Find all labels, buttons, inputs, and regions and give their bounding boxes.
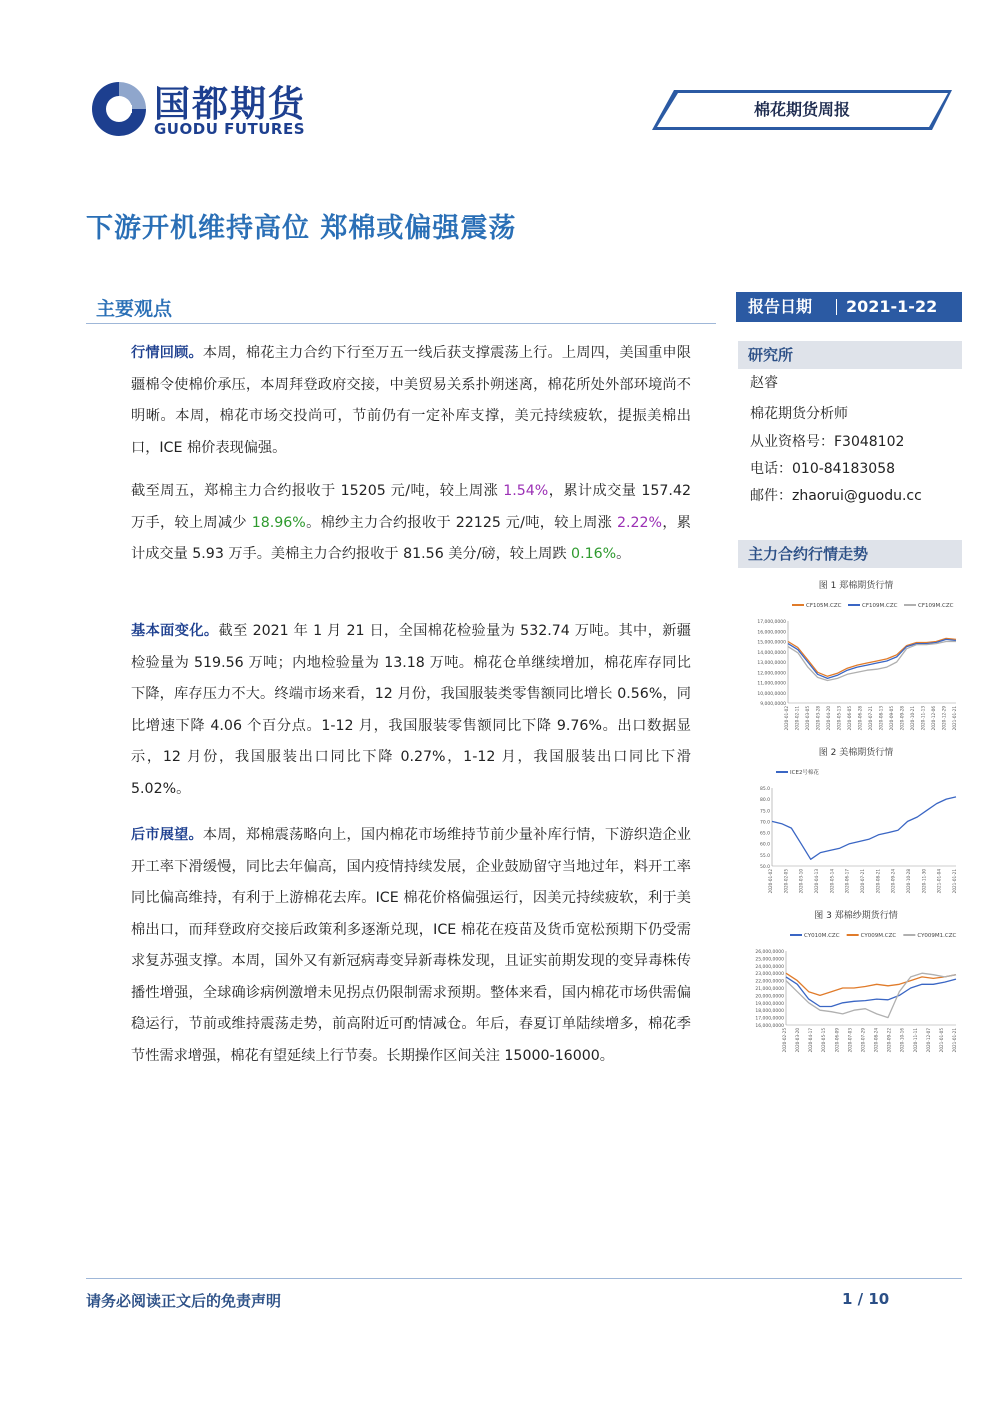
y-tick-label: 24,000,0000 <box>755 964 784 970</box>
x-tick-label: 2020-11-13 <box>920 706 926 731</box>
y-tick-label: 16,000,0000 <box>755 1024 784 1029</box>
x-tick-label: 2020-09-05 <box>889 706 894 731</box>
date-separator <box>836 299 837 315</box>
y-tick-label: 80.0 <box>759 798 770 804</box>
x-tick-label: 2020-06-05 <box>847 706 852 731</box>
paragraph-lead: 后市展望。 <box>131 827 203 843</box>
y-tick-label: 13,000,0000 <box>757 661 786 666</box>
y-tick-label: 9,000,0000 <box>760 702 786 707</box>
paragraph-text: 。棉纱主力合约报收于 22125 元/吨，较上周涨 <box>305 514 617 531</box>
paragraph-price-summary <box>131 476 691 571</box>
analyst-phone: 电话：010-84183058 <box>750 461 896 477</box>
paragraph-lead: 基本面变化。 <box>131 623 219 639</box>
x-tick-label: 2021-01-04 <box>936 869 942 894</box>
series-line <box>786 977 956 1007</box>
x-tick-label: 2020-11-11 <box>912 1028 918 1053</box>
x-tick-label: 2021-01-21 <box>952 706 957 731</box>
logo-mark-icon <box>88 78 150 140</box>
chart-title: 图 1 郑棉期货行情 <box>818 581 894 591</box>
y-tick-label: 15,000,0000 <box>757 640 786 646</box>
report-date-box <box>736 292 962 322</box>
x-tick-label: 2020-12-06 <box>931 706 936 731</box>
legend-label: CF109M.CZC <box>918 603 954 609</box>
x-tick-label: 2020-07-21 <box>868 706 873 731</box>
y-tick-label: 23,000,0000 <box>755 972 784 978</box>
pct-value: 1.54% <box>503 483 549 499</box>
x-tick-label: 2021-01-21 <box>952 869 957 894</box>
section-title: 主要观点 <box>96 298 173 320</box>
y-tick-label: 19,000,0000 <box>755 1001 784 1007</box>
y-tick-label: 55.0 <box>759 853 770 859</box>
institute-heading: 研究所 <box>738 341 962 369</box>
footer-divider <box>86 1278 962 1279</box>
legend-label: CY010M.CZC <box>804 933 840 939</box>
y-tick-label: 22,000,0000 <box>755 979 784 985</box>
chart-1-svg <box>750 591 962 731</box>
x-tick-label: 2020-05-13 <box>836 706 842 731</box>
company-logo <box>88 74 338 144</box>
x-tick-label: 2020-12-29 <box>941 706 947 731</box>
pct-value: 18.96% <box>251 514 306 531</box>
x-tick-label: 2020-03-20 <box>795 1028 801 1053</box>
report-date-label: 报告日期 <box>748 297 813 316</box>
x-tick-label: 2020-08-13 <box>878 706 884 731</box>
y-tick-label: 17,000,0000 <box>755 1016 784 1022</box>
paragraph-text: ，累计成交量 157.42 万手，较上周减少 <box>131 483 691 531</box>
paragraph-text: 截至周五，郑棉主力合约报收于 15205 元/吨，较上周涨 <box>131 483 504 499</box>
paragraph-text: ，累计成交量 5.93 万手。美棉主力合约报收于 81.56 美分/磅，较上周跌 <box>131 514 691 562</box>
legend-label: ICE2号棉花 <box>790 770 819 776</box>
x-tick-label: 2020-05-14 <box>829 869 835 894</box>
x-tick-label: 2020-02-25 <box>782 1028 787 1053</box>
y-tick-label: 75.0 <box>759 809 770 815</box>
chart-3 <box>750 908 962 1075</box>
pct-value: 2.22% <box>616 514 663 531</box>
disclaimer-link[interactable]: 请务必阅读正文后的免责声明 <box>86 1292 282 1310</box>
y-tick-label: 60.0 <box>759 842 770 848</box>
logo-english-text: GUODU FUTURES <box>154 120 306 138</box>
report-type-banner <box>652 90 952 130</box>
x-tick-label: 2020-11-30 <box>921 869 927 894</box>
paragraph-outlook <box>131 820 691 1072</box>
x-tick-label: 2020-01-02 <box>784 706 789 731</box>
x-tick-label: 2020-08-21 <box>875 869 881 894</box>
chart-3-svg <box>750 921 962 1071</box>
x-tick-label: 2020-06-28 <box>857 706 863 731</box>
x-tick-label: 2020-01-02 <box>768 869 773 894</box>
y-tick-label: 18,000,0000 <box>755 1009 784 1015</box>
y-tick-label: 26,000,0000 <box>755 950 784 955</box>
x-tick-label: 2020-08-24 <box>873 1028 879 1053</box>
chart-2 <box>750 745 962 902</box>
x-tick-label: 2020-05-15 <box>821 1028 827 1053</box>
analyst-email: 邮件：zhaorui@guodu.cc <box>750 488 922 504</box>
analyst-name: 赵睿 <box>750 375 778 391</box>
pct-value: 0.16% <box>571 546 617 562</box>
paragraph-lead: 行情回顾。 <box>131 345 203 361</box>
paragraph-text: 本周，棉花主力合约下行至万五一线后获支撑震荡上行。上周四，美国重申限疆棉令使棉价承压，本周拜登政府交接，中美贸易关系扑朔迷离，棉花所处外部环境尚不明晰。本周，棉花市场交投尚可，节前仍有一定补库支撑，美元持续疲软，提振美棉出口，ICE 棉价表现偏强。 <box>131 345 691 456</box>
y-tick-label: 25,000,0000 <box>755 957 784 963</box>
x-tick-label: 2020-06-09 <box>834 1028 840 1053</box>
chart-1 <box>750 578 962 735</box>
y-tick-label: 50.0 <box>759 865 770 870</box>
legend-label: CY009M.CZC <box>860 933 897 939</box>
x-tick-label: 2020-04-13 <box>814 869 819 894</box>
y-tick-label: 21,000,0000 <box>755 987 784 992</box>
y-tick-label: 20,000,0000 <box>755 994 784 1000</box>
trend-heading: 主力合约行情走势 <box>738 540 962 568</box>
x-tick-label: 2020-02-05 <box>783 869 789 894</box>
x-tick-label: 2020-12-07 <box>925 1028 931 1053</box>
y-tick-label: 65.0 <box>759 831 770 837</box>
legend-label: CF105M.CZC <box>806 603 842 609</box>
x-tick-label: 2020-10-16 <box>899 1028 905 1053</box>
x-tick-label: 2020-10-28 <box>906 869 911 894</box>
logo-chinese-text: 国都期货 <box>154 84 307 125</box>
x-tick-label: 2021-01-21 <box>952 1028 957 1053</box>
x-tick-label: 2020-07-29 <box>860 1028 866 1053</box>
y-tick-label: 85.0 <box>759 787 770 792</box>
x-tick-label: 2021-01-05 <box>938 1028 944 1053</box>
x-tick-label: 2020-09-22 <box>886 1028 892 1053</box>
paragraph-fundamentals <box>131 616 691 805</box>
analyst-title: 棉花期货分析师 <box>750 406 848 422</box>
x-tick-label: 2020-03-10 <box>798 869 804 894</box>
x-tick-label: 2020-07-03 <box>847 1028 853 1053</box>
series-line <box>786 973 956 1017</box>
page-title: 下游开机维持高位 郑棉或偏强震荡 <box>86 213 517 244</box>
report-date-value: 2021-1-22 <box>846 297 938 316</box>
paragraph-text: 。 <box>616 546 631 562</box>
paragraph-text: 截至 2021 年 1 月 21 日，全国棉花检验量为 532.74 万吨。其中，新疆检验量为 519.56 万吨；内地检验量为 13.18 万吨。棉花仓单继续增加，棉花库存同比下降，库存压力不大。终端市场来看，12 月份，我国服装类零售额同比增长 0.56%，同比增速下降 4.06 个百分点。1-12 月，我国服装零售额同比下降 9.76%。出口数据显示，12 月份，我国服装出口同比下降 0.27%，1-12 月，我国服装出口同比下滑 5.02%。 <box>131 623 691 797</box>
x-tick-label: 2020-04-20 <box>826 706 831 731</box>
y-tick-label: 10,000,0000 <box>757 691 786 697</box>
chart-title: 图 3 郑棉纱期货行情 <box>814 911 898 921</box>
series-line <box>772 797 956 859</box>
x-tick-label: 2020-07-21 <box>860 869 865 894</box>
x-tick-label: 2020-06-17 <box>844 869 850 894</box>
x-tick-label: 2020-10-21 <box>910 706 915 731</box>
analyst-license: 从业资格号：F3048102 <box>750 434 905 450</box>
chart-2-svg <box>750 758 962 898</box>
paragraph-text: 本周，郑棉震荡略向上，国内棉花市场维持节前少量补库行情，下游织造企业开工率下滑缓慢，同比去年偏高，国内疫情持续发展，企业鼓励留守当地过年，料开工率同比偏高维持，有利于上游棉花去库。ICE 棉花价格偏强运行，因美元持续疲软，利于美棉出口，而拜登政府交接后政策利多逐渐兑现，ICE 棉花在疫苗及货币宽松预期下仍受需求复苏强支撑。本周，国外又有新冠病毒变异新毒株发现，且证实前期发现的变异毒株传播性增强，全球确诊病例激增未见拐点仍限制需求预期。整体来看，国内棉花市场供需偏稳运行，节前或维持震荡走势，前高附近可酌情减仓。年后，春夏订单陆续增多，棉花季节性需求增强，棉花有望延续上行节奏。长期操作区间关注 15000-16000。 <box>131 827 691 1064</box>
report-type-label: 棉花期货周报 <box>753 100 850 119</box>
y-tick-label: 14,000,0000 <box>757 650 786 656</box>
x-tick-label: 2020-03-28 <box>815 706 821 731</box>
y-tick-label: 11,000,0000 <box>757 681 786 687</box>
y-tick-label: 17,000,0000 <box>757 620 786 625</box>
x-tick-label: 2020-09-28 <box>899 706 905 731</box>
page-number: 1 / 10 <box>842 1290 890 1308</box>
y-tick-label: 70.0 <box>759 820 770 826</box>
chart-title: 图 2 美棉期货行情 <box>818 748 894 758</box>
x-tick-label: 2020-04-17 <box>808 1028 814 1053</box>
legend-label: CF109M.CZC <box>862 603 898 609</box>
paragraph-market-review <box>131 338 691 464</box>
section-divider <box>86 323 716 324</box>
x-tick-label: 2020-02-11 <box>794 706 800 731</box>
y-tick-label: 16,000,0000 <box>757 630 786 636</box>
legend-label: CY009M1.CZC <box>917 933 957 939</box>
x-tick-label: 2020-03-05 <box>805 706 810 731</box>
y-tick-label: 12,000,0000 <box>757 671 786 677</box>
x-tick-label: 2020-09-24 <box>890 869 896 894</box>
series-line <box>788 642 956 681</box>
